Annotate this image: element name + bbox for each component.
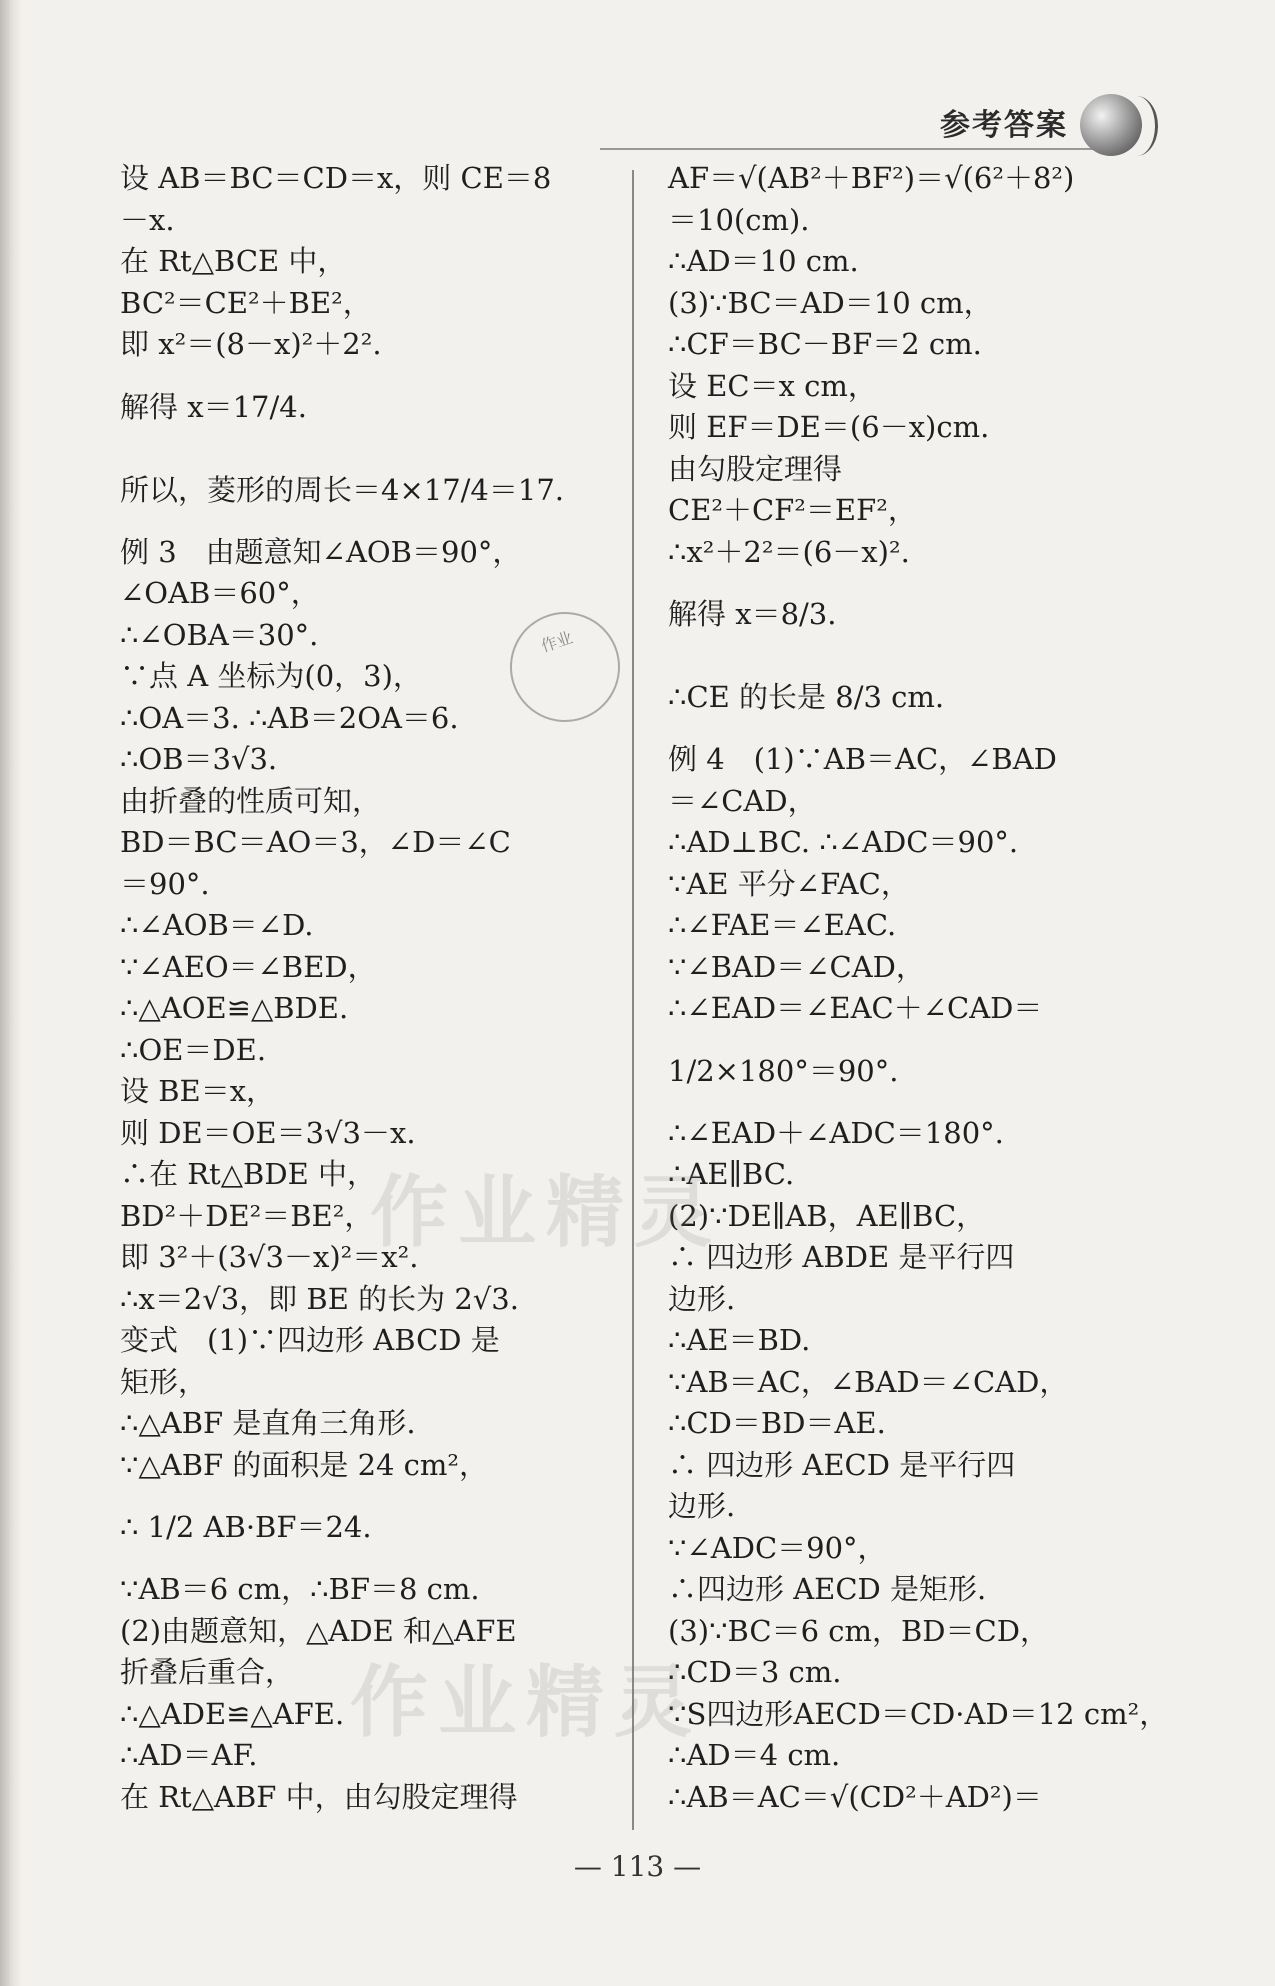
text-line: (3)∵BC＝AD＝10 cm， (668, 285, 993, 320)
text-line: ＝90°. (120, 866, 210, 901)
text-line: 解得 x＝8/3. (668, 597, 837, 631)
text-line: 即 x²＝(8－x)²＋2². (120, 327, 382, 361)
text-line: ∴△ADE≌△AFE. (120, 1696, 345, 1731)
text-line: ＝10(cm). (668, 202, 810, 237)
text-line: 由勾股定理得 (668, 451, 843, 486)
text-line: ∵点 A 坐标为(0，3)， (120, 659, 422, 693)
text-line: ∵AB＝6 cm，∴BF＝8 cm. (120, 1572, 480, 1606)
text-line: BD²＋DE²＝BE²， (120, 1198, 374, 1233)
text-line: 例 3 由题意知∠AOB＝90°， (120, 534, 522, 569)
text-line: 则 EF＝DE＝(6－x)cm. (668, 410, 990, 444)
text-line: ∴∠AOB＝∠D. (120, 908, 314, 942)
text-line: ∴ 四边形 ABDE 是平行四 (668, 1240, 1015, 1274)
header-rule (600, 148, 1116, 150)
text-line: 即 3²＋(3√3－x)²＝x². (120, 1240, 419, 1274)
text-line: ∴AB＝AC＝√(CD²＋AD²)＝ (668, 1779, 1042, 1814)
text-line: ∴CD＝3 cm. (668, 1655, 842, 1689)
text-line: ∴x²＋2²＝(6－x)². (668, 534, 910, 569)
page-binding-shadow (0, 0, 22, 1986)
header-title: 参考答案 (940, 108, 1068, 143)
header-arc-icon (1115, 96, 1158, 156)
text-line: ∴∠EAD＋∠ADC＝180°. (668, 1115, 1004, 1150)
left-column (120, 158, 620, 1818)
text-line: ＝∠CAD， (668, 783, 817, 818)
text-line: ∵S四边形AECD＝CD·AD＝12 cm²， (668, 1696, 1169, 1731)
column-divider (632, 170, 634, 1830)
text-line: ∴ 1/2 AB·BF＝24. (120, 1510, 372, 1544)
text-line: ∵AE 平分∠FAC， (668, 866, 910, 901)
text-line: ∴CF＝BC－BF＝2 cm. (668, 327, 982, 361)
watermark: 作业精灵 (350, 1658, 703, 1748)
text-line: 例 4 (1)∵AB＝AC，∠BAD (668, 742, 1057, 776)
text-line: BC²＝CE²＋BE²， (120, 285, 372, 320)
text-line: 变式 (1)∵四边形 ABCD 是 (120, 1323, 500, 1357)
text-line: ∴∠FAE＝∠EAC. (668, 908, 897, 942)
text-line: ∴AD＝4 cm. (668, 1738, 841, 1772)
text-line: ∴OA＝3. ∴AB＝2OA＝6. (120, 700, 459, 735)
text-line: 1/2×180°＝90°. (668, 1053, 899, 1088)
text-line: 设 BE＝x， (120, 1074, 276, 1108)
text-line: 设 EC＝x cm， (668, 368, 877, 403)
text-line: BD＝BC＝AO＝3，∠D＝∠C (120, 825, 511, 859)
text-line: ∴AD⊥BC. ∴∠ADC＝90°. (668, 825, 1019, 859)
text-line: ∵AB＝AC，∠BAD＝∠CAD， (668, 1364, 1069, 1399)
text-line: ∴∠EAD＝∠EAC＋∠CAD＝ (668, 991, 1043, 1025)
page-header (600, 88, 1160, 158)
text-line: ∴在 Rt△BDE 中， (120, 1157, 376, 1191)
text-line: (2)∵DE∥AB，AE∥BC， (668, 1198, 986, 1233)
text-line: ∴AE∥BC. (668, 1157, 795, 1191)
text-line: －x. (120, 202, 175, 237)
text-line: ∴AD＝AF. (120, 1738, 258, 1772)
page-number: — 113 — (573, 1850, 702, 1883)
text-line: (3)∵BC＝6 cm，BD＝CD， (668, 1613, 1049, 1648)
text-line: 矩形， (120, 1364, 208, 1399)
watermark: 作业精灵 (370, 1168, 723, 1258)
text-line: 所以，菱形的周长＝4×17/4＝17. (120, 472, 564, 507)
text-line: ∴△AOE≌△BDE. (120, 991, 349, 1025)
text-line: 解得 x＝17/4. (120, 389, 307, 424)
text-line: 由折叠的性质可知， (120, 783, 382, 818)
text-line: 在 Rt△BCE 中， (120, 244, 347, 278)
text-line: ∴OB＝3√3. (120, 742, 278, 776)
text-line: 边形. (668, 1281, 736, 1316)
text-line: ∵△ABF 的面积是 24 cm²， (120, 1447, 489, 1482)
text-line: ∴OE＝DE. (120, 1032, 267, 1067)
text-line: AF＝√(AB²＋BF²)＝√(6²＋8²) (668, 161, 1075, 195)
text-line: (2)由题意知，△ADE 和△AFE (120, 1613, 517, 1648)
text-line: 边形. (668, 1489, 736, 1523)
text-line: ∵∠AEO＝∠BED， (120, 949, 377, 984)
text-line: ∴x＝2√3，即 BE 的长为 2√3. (120, 1281, 519, 1316)
text-line: ∴∠OBA＝30°. (120, 617, 319, 652)
text-line: ∴AD＝10 cm. (668, 244, 859, 278)
text-line: ∵∠ADC＝90°， (668, 1530, 887, 1565)
text-line: 折叠后重合， (120, 1655, 295, 1689)
text-line: ∴△ABF 是直角三角形. (120, 1406, 416, 1440)
text-line: ∠OAB＝60°， (120, 576, 320, 610)
text-line: ∴CE 的长是 8/3 cm. (668, 680, 945, 714)
stamp-text: 作业 (538, 627, 575, 656)
text-line: 设 AB＝BC＝CD＝x，则 CE＝8 (120, 161, 552, 195)
text-line: ∴AE＝BD. (668, 1323, 811, 1357)
text-line: 则 DE＝OE＝3√3－x. (120, 1115, 416, 1150)
text-line: ∴四边形 AECD 是矩形. (668, 1572, 987, 1606)
text-line: ∴ 四边形 AECD 是平行四 (668, 1447, 1016, 1482)
right-column (668, 158, 1168, 1818)
text-line: 在 Rt△ABF 中，由勾股定理得 (120, 1779, 518, 1814)
text-line: ∴CD＝BD＝AE. (668, 1406, 886, 1440)
text-line: CE²＋CF²＝EF²， (668, 493, 917, 527)
text-line: ∵∠BAD＝∠CAD， (668, 949, 925, 984)
